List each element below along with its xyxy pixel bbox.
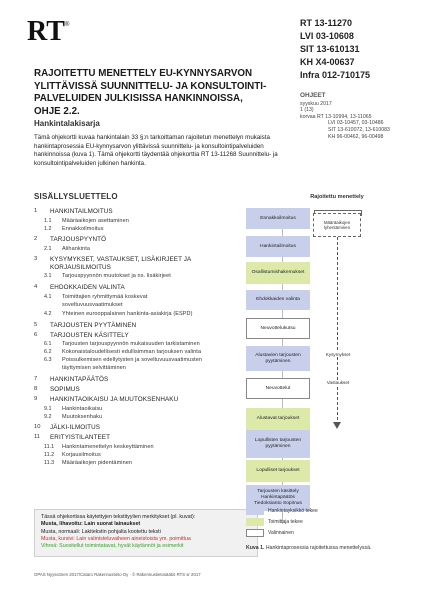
flow-step: Neuvottelut xyxy=(246,378,310,399)
toc-label: Tarjouspyynnön muutokset ja ns. lisäkirjeet xyxy=(62,273,171,279)
toc-label: Ennakkoilmoitus xyxy=(62,226,104,232)
page-footer: OPAS Nyyssönen 2017/Cataro Rakennustieto Oy · © Rakennustietosäätiö RTS sr 2017 xyxy=(34,572,201,577)
meta-pages: 1 (13) xyxy=(300,107,314,114)
toc-label: HANKINTAILMOITUS xyxy=(50,208,113,215)
flow-arrowhead-icon xyxy=(333,422,341,429)
toc-number: 6.2 xyxy=(44,349,52,355)
toc-label: Kokonaistaloudellisesti edullisimman tarjouksen valinta xyxy=(62,349,202,355)
legend-swatch-blue xyxy=(246,507,264,515)
toc-number: 9.2 xyxy=(44,414,52,420)
toc-number: 10 xyxy=(34,424,41,430)
legend-label: Hankintayksikkö tekee xyxy=(268,508,318,514)
flow-step: Lopullisten tarjousten pyytäminen xyxy=(246,430,310,458)
toc-label: Muutoksenhaku xyxy=(62,414,103,420)
flow-side-questions: Kysymykset xyxy=(318,352,358,357)
code-lvi: LVI 03-10608 xyxy=(300,31,354,41)
toc-number: 6 xyxy=(34,332,38,338)
notes-red: Musta, kursivi: Lain valmisteluvaiheen aineistoista ym. poimittua xyxy=(41,535,191,542)
code-kh: KH X4-00637 xyxy=(300,57,355,67)
meta-date: syyskuu 2017 xyxy=(300,100,332,107)
intro-paragraph: Tämä ohjekortti kuvaa hankintalain 33 §:n tarkoittaman rajoitetun menettelyn mukaista hankintaprosessia EU-kynnysarvon ylittävissä suunnittelu- ja konsultointipalveluiden hankinnoissa (kuva 1). Tämä ohjekortti täydentää ohjekorttia RT 13-11268 Suunnittelu- ja konsultointipalveluiden julkinen hankinta. xyxy=(34,134,278,168)
flow-header: Rajoitettu menettely xyxy=(310,194,364,200)
svg-text:RT: RT xyxy=(27,17,65,43)
meta-replaces-lvi: LVI 03-10457, 03-10486 xyxy=(328,120,384,127)
caption-number: Kuva 1. xyxy=(246,545,265,551)
flow-side-answers: Vastaukset xyxy=(318,380,358,385)
toc-number: 2.1 xyxy=(44,246,52,252)
toc-number: 1.1 xyxy=(44,218,52,224)
toc-label: TARJOUSTEN PYYTÄMINEN xyxy=(50,322,137,329)
toc-number: 9 xyxy=(34,396,38,402)
toc-label: TARJOUSPYYNTÖ xyxy=(50,236,107,243)
toc-number: 6.1 xyxy=(44,341,52,347)
toc-label: HANKINTAOIKAISU JA MUUTOKSENHAKU xyxy=(50,396,179,403)
toc-label: Hankintaoikaisu xyxy=(62,406,103,412)
svg-text:®: ® xyxy=(65,22,70,28)
toc-label: SOPIMUS xyxy=(50,386,80,393)
toc-number: 11 xyxy=(34,434,41,440)
document-codes xyxy=(300,17,410,82)
toc-number: 4.1 xyxy=(44,294,52,300)
toc-label: täyttymisen selvittäminen xyxy=(62,365,126,371)
toc-number: 8 xyxy=(34,386,38,392)
toc-label: KYSYMYKSET, VASTAUKSET, LISÄKIRJEET JA xyxy=(50,256,192,263)
legend-item-optional xyxy=(246,529,376,537)
toc-number: 2 xyxy=(34,236,38,242)
flow-step: Neuvottelukutsu xyxy=(246,318,310,339)
toc-number: 7 xyxy=(34,376,38,382)
legend-label: Toimittaja tekee xyxy=(268,519,303,525)
flow-step: Osallistumishakemukset xyxy=(246,262,310,284)
legend-label: Valinnainen xyxy=(268,530,294,536)
toc-number: 9.1 xyxy=(44,406,52,412)
caption-text: Hankintaprosessia rajoitettussa menettelyssä. xyxy=(265,545,372,551)
toc-number: 11.2 xyxy=(44,452,55,458)
toc-label: Määräaikojen asettaminen xyxy=(62,218,129,224)
toc-number: 3 xyxy=(34,256,38,262)
toc-label: ERITYISTILANTEET xyxy=(50,434,111,441)
code-sit: SIT 13-610131 xyxy=(300,44,360,54)
figure-caption xyxy=(246,545,416,551)
toc-number: 5 xyxy=(34,322,38,328)
legend-item-buyer xyxy=(246,507,376,515)
flow-step: Tarjousten käsittely Hankintapäätös Tiedoksianto Sopimus xyxy=(246,485,310,511)
toc-label: Tarjousten tarjouspyynnön mukaisuuden tarkistaminen xyxy=(62,341,200,347)
toc-heading: SISÄLLYSLUETTELO xyxy=(34,192,118,201)
notes-black-bold: Musta, lihavoitu: Lain suorat lainaukset xyxy=(41,521,141,528)
flow-side-box: Määräaikojen lyhentäminen xyxy=(313,213,361,237)
document-meta xyxy=(300,93,420,140)
toc-number: 11.3 xyxy=(44,460,55,466)
toc-label: Määräaikojen pidentäminen xyxy=(62,460,133,466)
meta-replaces: korvaa RT 13-10994, 13-11065 xyxy=(300,113,372,120)
toc-label: HANKINTAPÄÄTÖS xyxy=(50,376,109,383)
toc-label: JÄLKI-ILMOITUS xyxy=(50,424,101,431)
toc-label: Poissulkemisen edellytysten ja soveltuvuusvaatimusten xyxy=(62,357,203,363)
rt-logo xyxy=(27,17,73,43)
toc-label: Yhteinen eurooppalainen hankinta-asiakirja (ESPD) xyxy=(62,311,193,317)
flow-step: Alustavien tarjousten pyytäminen xyxy=(246,346,310,371)
flow-step: Lopulliset tarjoukset xyxy=(246,460,310,482)
flow-dashed-arrow xyxy=(337,232,338,425)
toc-number: 6.3 xyxy=(44,357,52,363)
toc-number: 4.2 xyxy=(44,311,52,317)
document-subtitle: Hankintalakisarja xyxy=(34,119,100,128)
notes-black-normal: Musta, normaali: Lakitekstin pohjalta kootettu teksti xyxy=(41,528,161,535)
code-rt: RT 13-11270 xyxy=(300,18,353,28)
notes-green: Vihreä: Suositellut toimintatavat, hyvät käytännöt ja esimerkit xyxy=(41,543,184,550)
toc-label: EHDOKKAIDEN VALINTA xyxy=(50,284,125,291)
toc-label: Toimittajien ryhmittymää koskevat xyxy=(62,294,148,300)
legend-swatch-white xyxy=(246,529,264,537)
text-style-legend xyxy=(34,509,258,557)
meta-replaces-sit: SIT 13-610072, 13-610083 xyxy=(328,126,390,133)
toc-label: KORJAUSILMOITUS xyxy=(50,264,111,271)
flow-step: Hankintailmoitus xyxy=(246,236,310,257)
code-infra: Infra 012-710175 xyxy=(300,70,371,80)
meta-heading: OHJEET xyxy=(300,92,326,99)
legend-swatch-green xyxy=(246,518,264,526)
toc-label: Hankintamenettelyn keskeyttäminen xyxy=(62,444,154,450)
toc-number: 3.1 xyxy=(44,273,52,279)
toc-number: 1 xyxy=(34,208,38,214)
toc-number: 4 xyxy=(34,284,38,290)
flow-step: Alustavat tarjoukset xyxy=(246,408,310,430)
toc-label: Alihankinta xyxy=(62,246,91,252)
flow-step: Ehdokkaiden valinta xyxy=(246,290,310,310)
notes-heading: Tässä ohjekortissa käytettyjen tekstityylien merkitykset (pl. kuvat): xyxy=(41,514,196,520)
toc-label: soveltuvuusvaatimukset xyxy=(62,302,123,308)
flow-step: Ennakkoilmoitus xyxy=(246,208,310,229)
toc-label: TARJOUSTEN KÄSITTELY xyxy=(50,332,129,339)
legend-item-supplier xyxy=(246,518,376,526)
document-title: RAJOITETTU MENETTELY EU-KYNNYSARVON YLITTÄVISSÄ SUUNNITTELU- JA KONSULTOINTI-PALVELUIDEN JULKISISSA HANKINNOISSA, OHJE 2.2. xyxy=(34,68,267,117)
toc-number: 1.2 xyxy=(44,226,52,232)
toc-label: Korjausilmoitus xyxy=(62,452,101,458)
toc-number: 11.1 xyxy=(44,444,55,450)
meta-replaces-kh: KH 96-00462, 96-00498 xyxy=(328,133,384,140)
